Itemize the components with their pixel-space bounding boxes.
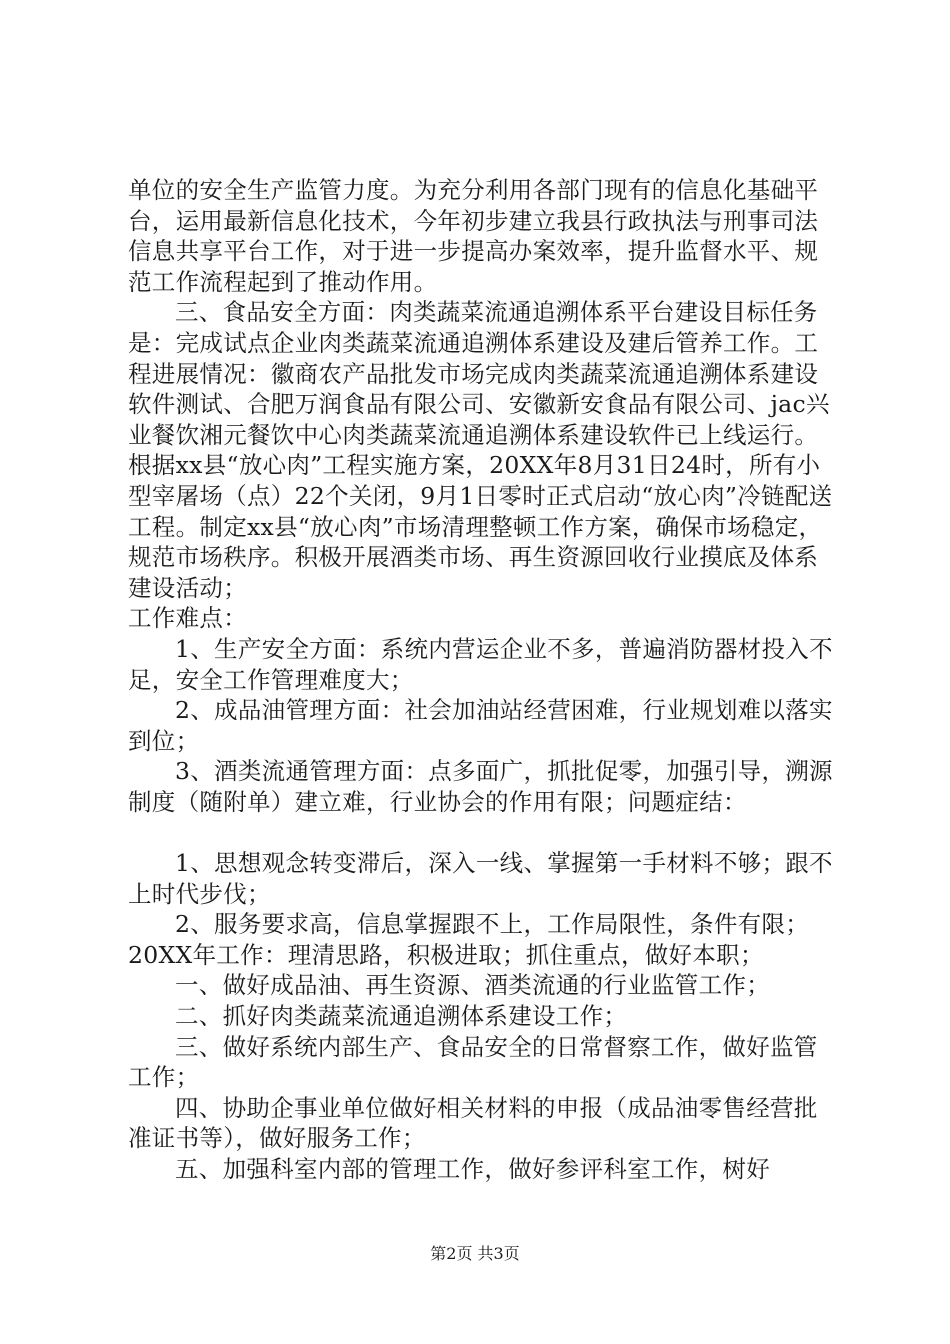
paragraph-spacer: [128, 817, 838, 848]
paragraph-plan-4: 四、协助企事业单位做好相关材料的申报（成品油零售经营批准证书等），做好服务工作；: [128, 1093, 818, 1153]
document-body: [128, 175, 838, 1185]
paragraph-food-safety: 三、食品安全方面：肉类蔬菜流通追溯体系平台建设目标任务是：完成试点企业肉类蔬菜流通追溯体系建设及建后管养工作。工程进展情况：徽商农产品批发市场完成肉类蔬菜流通追溯体系建设软件测试、合肥万润食品有限公司、安徽新安食品有限公司、jac兴业餐饮湘元餐饮中心肉类蔬菜流通追溯体系建设软件已上线运行。根据xx县“放心肉”工程实施方案，20XX年8月31日24时，所有小型宰屠场（点）22个关闭，9月1日零时正式启动“放心肉”冷链配送工程。制定xx县“放心肉”市场清理整顿工作方案，确保市场稳定，规范市场秩序。积极开展酒类市场、再生资源回收行业摸底及体系建设活动；: [128, 298, 833, 602]
paragraph-difficulty-3: 3、酒类流通管理方面：点多面广，抓批促零，加强引导，溯源制度（随附单）建立难，行业协会的作用有限；问题症结：: [128, 757, 833, 816]
paragraph-cause-1: 1、思想观念转变滞后，深入一线、掌握第一手材料不够；跟不上时代步伐；: [128, 849, 833, 908]
paragraph-difficulty-1: 1、生产安全方面：系统内营运企业不多，普遍消防器材投入不足，安全工作管理难度大；: [128, 634, 833, 694]
page-number-footer: 第2页 共3页: [430, 1244, 520, 1263]
paragraph-difficulty-2: 2、成品油管理方面：社会加油站经营困难，行业规划难以落实到位；: [128, 696, 833, 755]
paragraph-plan-3: 三、做好系统内部生产、食品安全的日常督察工作，做好监管工作；: [128, 1032, 818, 1092]
paragraph-cause-2: 2、服务要求高，信息掌握跟不上，工作局限性，条件有限；20XX年工作：理清思路，积极进取；抓住重点，做好本职；: [128, 910, 810, 969]
paragraph-difficulties-heading: 工作难点：: [128, 604, 247, 633]
paragraph-plan-2: 二、抓好肉类蔬菜流通追溯体系建设工作；: [175, 1002, 628, 1031]
paragraph-info-platform: 单位的安全生产监管力度。为充分利用各部门现有的信息化基础平台，运用最新信息化技术，今年初步建立我县行政执法与刑事司法信息共享平台工作，对于进一步提高办案效率，提升监督水平、规范工作流程起到了推动作用。: [128, 176, 819, 296]
paragraph-plan-1: 一、做好成品油、再生资源、酒类流通的行业监管工作；: [175, 971, 770, 1000]
paragraph-plan-5: 五、加强科室内部的管理工作，做好参评科室工作，树好: [175, 1155, 770, 1183]
